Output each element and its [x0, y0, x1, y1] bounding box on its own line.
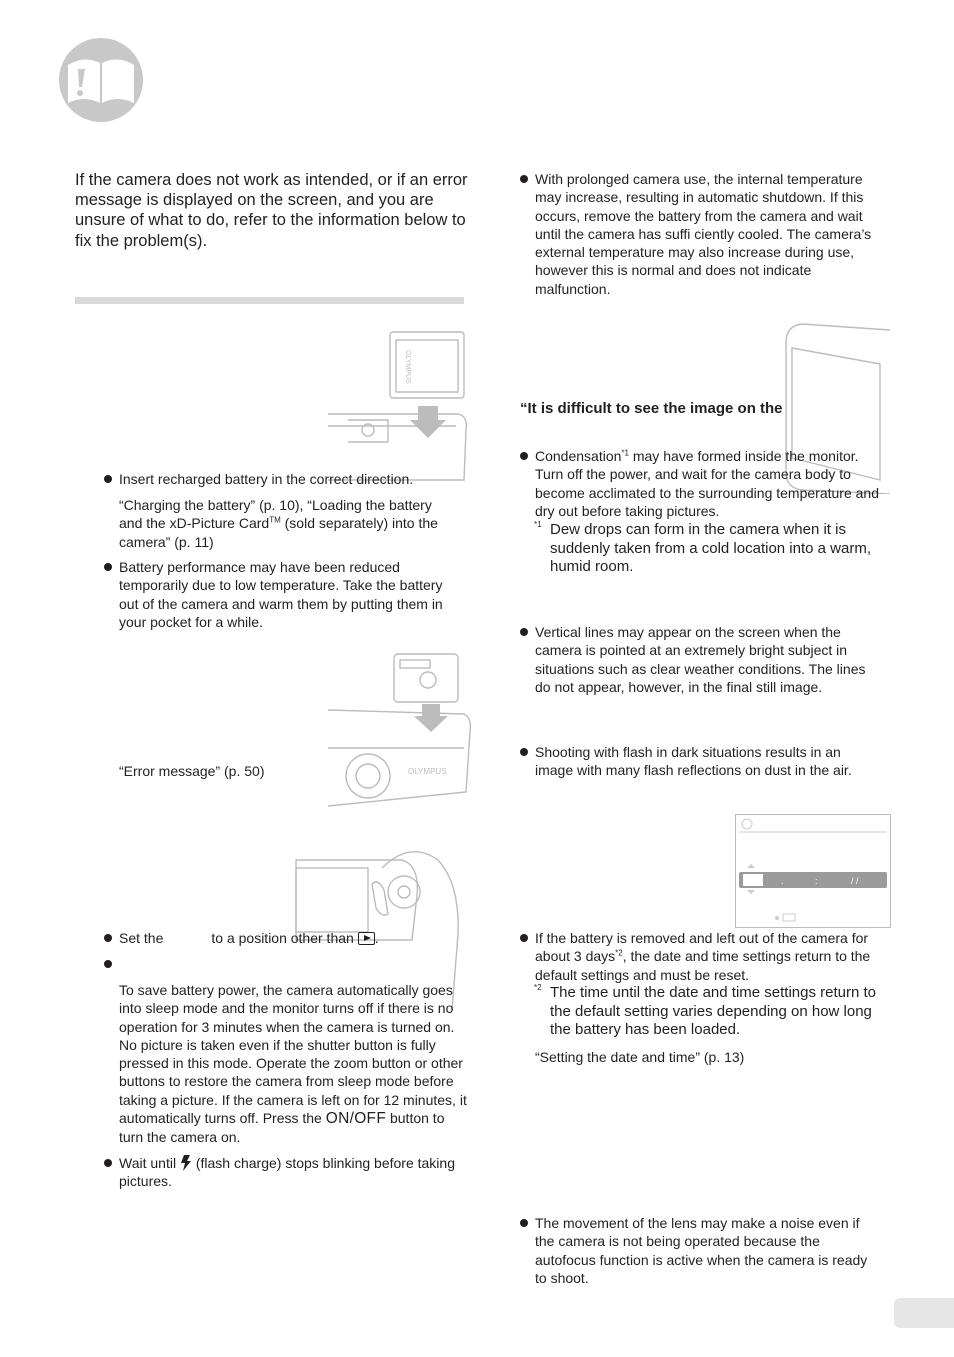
battery-brand-text: OLYMPUS	[404, 350, 411, 384]
bullet-dot	[520, 1219, 528, 1227]
footnote-1-text: Dew drops can form in the camera when it is suddenly taken from a cold location into a warm, humid room.	[550, 521, 871, 575]
sleep-mode-paragraph	[119, 981, 467, 1147]
footnote-1: *1 Dew drops can form in the camera when it is suddenly taken from a cold location into a warm, humid room.	[534, 520, 871, 575]
footnote-2: *2 The time until the date and time settings return to the default setting varies depending on how long the battery has been loaded.	[534, 983, 877, 1038]
battery-reference	[119, 496, 464, 551]
battery-insert-illustration	[328, 330, 468, 490]
bullet-dot	[520, 748, 528, 756]
battery-direction-bullet	[119, 470, 464, 488]
svg-text:/ /: / /	[851, 876, 859, 886]
condensation-bullet	[535, 447, 880, 520]
battery-direction-text: Insert recharged battery in the correct direction.	[119, 471, 414, 487]
section-divider	[75, 297, 464, 304]
battery-ref-line1: “Charging the battery” (p. 10), “Loading the battery	[119, 497, 432, 513]
flash-reflection-bullet	[535, 743, 880, 780]
temperature-shutdown-text: With prolonged camera use, the internal temperature may increase, resulting in automatic shutdown. If this occurs, remove the battery from the camera and wait until the camera has suffi ciently cooled. The camera’s external temperature may also increase during use, however this is normal and does not indicate malfunction.	[535, 171, 872, 297]
lens-noise-bullet	[535, 1214, 880, 1287]
flash-charge-text-post: (flash charge) stops blinking before taking pictures.	[119, 1155, 455, 1190]
card-insert-illustration	[328, 652, 472, 808]
bullet-dot	[520, 175, 528, 183]
monitor-difficulty-heading: “It is difficult to see the image on the	[520, 400, 783, 417]
date-time-reference: “Setting the date and time” (p. 13)	[535, 1049, 745, 1065]
bullet-dot	[520, 628, 528, 636]
set-mode-text-post: to a position other than	[211, 930, 354, 946]
lens-noise-text: The movement of the lens may make a noise even if the camera is not being operated because the autofocus function is active when the camera is ready to shoot.	[535, 1215, 868, 1286]
error-message-reference: “Error message” (p. 50)	[119, 763, 265, 779]
camera-brand-text: OLYMPUS	[408, 767, 447, 776]
flash-charge-icon	[180, 1155, 192, 1171]
bullet-dot	[104, 934, 112, 942]
battery-temperature-text: Battery performance may have been reduced temporarily due to low temperature. Take the battery out of the camera and warm them by putting them in your pocket for a while.	[119, 559, 443, 630]
bullet-dot	[104, 563, 112, 571]
condensation-word: Condensation	[535, 448, 622, 464]
date-time-screen-illustration	[735, 814, 891, 928]
bullet-dot	[520, 934, 528, 942]
condensation-footnote-mark: *1	[621, 448, 629, 458]
set-mode-bullet	[119, 929, 464, 947]
troubleshooting-book-icon	[58, 37, 144, 123]
condensation-text: may have formed inside the monitor. Turn off the power, and wait for the camera body to become acclimated to the surrounding temperature and dry out before taking pictures.	[535, 448, 879, 519]
vertical-lines-bullet	[535, 623, 880, 696]
page-number-tab	[894, 1298, 954, 1328]
intro-paragraph: If the camera does not work as intended, or if an error message is displayed on the screen, and you are unsure of what to do, refer to the information below to fix the problem(s).	[75, 171, 468, 250]
sleep-bullet-dot	[104, 960, 112, 968]
onoff-button-label: ON/OFF	[325, 1110, 387, 1128]
vertical-lines-text: Vertical lines may appear on the screen when the camera is pointed at an extremely bright subject in situations such as clear weather conditions. The lines do not appear, however, in the final still image.	[535, 624, 866, 695]
date-reset-text-pre: If the battery is removed and left out of the camera for about 3 days	[535, 930, 869, 965]
temperature-shutdown-bullet	[535, 170, 880, 298]
svg-text:.: .	[781, 876, 784, 886]
battery-ref-line2b: (sold separately) into the	[280, 515, 438, 532]
set-mode-text-end: .	[374, 930, 379, 946]
playback-icon	[358, 932, 375, 945]
battery-ref-line2	[119, 514, 464, 532]
footnote-2-text: The time until the date and time settings return to the default setting varies depending on how long the battery has been loaded.	[550, 984, 877, 1038]
date-footnote-mark: *2	[615, 948, 623, 958]
date-reset-text: , the date and time settings return to the default settings and must be reset.	[535, 948, 871, 983]
sleep-mode-text: To save battery power, the camera automatically goes into sleep mode and the monitor turns off if there is no operation for 3 minutes when the camera is turned on. No picture is taken even if the shutter button is fully pressed in this mode. Operate the zoom button or other buttons to restore the camera from sleep mode before taking a picture. If the camera is left on for 12 minutes, it automatically turns off. Press the	[119, 982, 467, 1127]
trademark-sup: TM	[269, 515, 281, 525]
battery-temperature-bullet	[119, 558, 464, 631]
flash-reflection-text: Shooting with flash in dark situations results in an image with many flash reflections on dust in the air.	[535, 744, 852, 779]
onoff-text: button to turn the camera on.	[119, 1110, 445, 1146]
bullet-dot	[104, 1159, 112, 1167]
battery-ref-line2a: and the xD-Picture Card	[119, 515, 270, 532]
set-mode-text-pre: Set the	[119, 930, 164, 946]
flash-charge-text-pre: Wait until	[119, 1155, 177, 1171]
date-reset-bullet	[535, 929, 880, 984]
battery-ref-line3: camera” (p. 11)	[119, 533, 214, 550]
flash-charge-bullet	[119, 1154, 464, 1191]
bullet-dot	[104, 475, 112, 483]
svg-text::: :	[815, 876, 818, 886]
bullet-dot	[520, 452, 528, 460]
